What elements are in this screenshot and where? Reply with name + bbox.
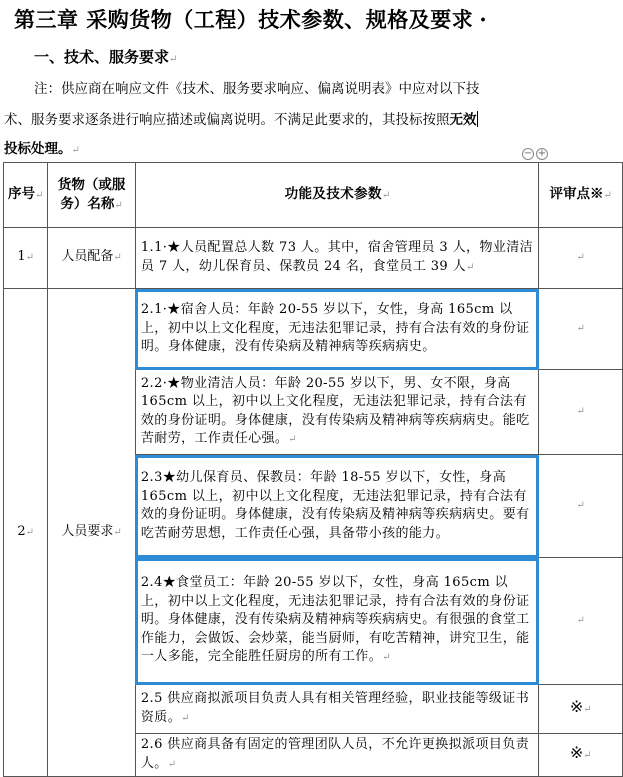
row-spec-highlighted[interactable]: 2.3★幼儿保育员、保教员：年龄 18-55 岁以下，女性，身高 165cm 以上，初中以上文化程度，无违法犯罪记录，持有合法有效的身份证明。身体健康，没有传染病及精神病等疾病病史。要有吃苦耐劳思想，工作责任心强，具备带小孩的能力。 <box>135 455 539 558</box>
note-line-3: 投标处理。↵ <box>4 141 80 157</box>
row-seq: 2↵ <box>4 289 48 777</box>
table-collapse-icon[interactable]: − <box>523 148 533 159</box>
note-line-1: 注：供应商在响应文件《技术、服务要求响应、偏离说明表》中应对以下技 <box>34 81 480 97</box>
row-spec-highlighted[interactable]: 2.1·★宿舍人员：年龄 20-55 岁以下，女性，身高 165cm 以上，初中以上文化程度，无违法犯罪记录，持有合法有效的身份证明。身体健康，没有传染病及精神病等疾病病史。 <box>135 289 539 370</box>
row-eval: ↵ <box>539 558 623 685</box>
header-eval: 评审点※↵ <box>539 163 623 228</box>
requirements-table <box>3 162 623 777</box>
row-eval: ※↵ <box>539 734 623 777</box>
eval-mark: ※ <box>569 697 584 717</box>
row-name: 人员配备↵ <box>48 228 136 289</box>
text-cursor <box>477 111 478 127</box>
row-eval: ↵ <box>539 228 623 289</box>
table-row <box>4 228 623 289</box>
row-spec: 1.1·★人员配置总人数 73 人。其中，宿舍管理员 3 人，物业清洁员 7 人，幼儿保育员、保教员 24 名，食堂员工 39 人↵ <box>135 228 539 289</box>
row-name: 人员要求↵ <box>48 289 136 777</box>
eval-mark: ※ <box>569 743 584 763</box>
note-line-2: 术、服务要求逐条进行响应描述或偏离说明。不满足此要求的，其投标按照无效 <box>4 112 477 128</box>
table-header-row <box>4 163 623 228</box>
header-name: 货物（或服务）名称↵ <box>48 163 136 228</box>
table-row <box>4 289 623 370</box>
row-spec: 2.2·★物业清洁人员：年龄 20-55 岁以下，男、女不限，身高 165cm 以上，初中以上文化程度，无违法犯罪记录，持有合法有效的身份证明。身体健康，没有传染病及精神病等疾病病史。能吃苦耐劳，工作责任心强。↵ <box>135 370 539 455</box>
section-heading: 一、技术、服务要求↵ <box>34 48 178 66</box>
row-spec: 2.5 供应商拟派项目负责人具有相关管理经验，职业技能等级证书资质。↵ <box>135 685 539 734</box>
table-expand-icon[interactable]: + <box>537 148 547 159</box>
row-spec: 2.6 供应商具备有固定的管理团队人员，不允许更换拟派项目负责人。↵ <box>135 734 539 777</box>
header-seq: 序号↵ <box>4 163 48 228</box>
row-eval: ※↵ <box>539 685 623 734</box>
row-eval: ↵ <box>539 289 623 370</box>
header-spec: 功能及技术参数↵ <box>135 163 539 228</box>
row-seq: 1↵ <box>4 228 48 289</box>
row-eval: ↵ <box>539 370 623 455</box>
row-spec-highlighted[interactable]: 2.4★食堂员工：年龄 20-55 岁以下，女性，身高 165cm 以上，初中以上文化程度，无违法犯罪记录，持有合法有效的身份证明。身体健康，没有传染病及精神病等疾病病史。有很强的食堂工作能力，会做饭、会炒菜，能当厨师，有吃苦精神，讲究卫生，能一人多能，完全能胜任厨房的所有工作。↵ <box>135 558 539 685</box>
table-controls[interactable] <box>522 148 550 160</box>
row-eval: ↵ <box>539 455 623 558</box>
chapter-title: 第三章 采购货物（工程）技术参数、规格及要求 · <box>14 7 488 32</box>
